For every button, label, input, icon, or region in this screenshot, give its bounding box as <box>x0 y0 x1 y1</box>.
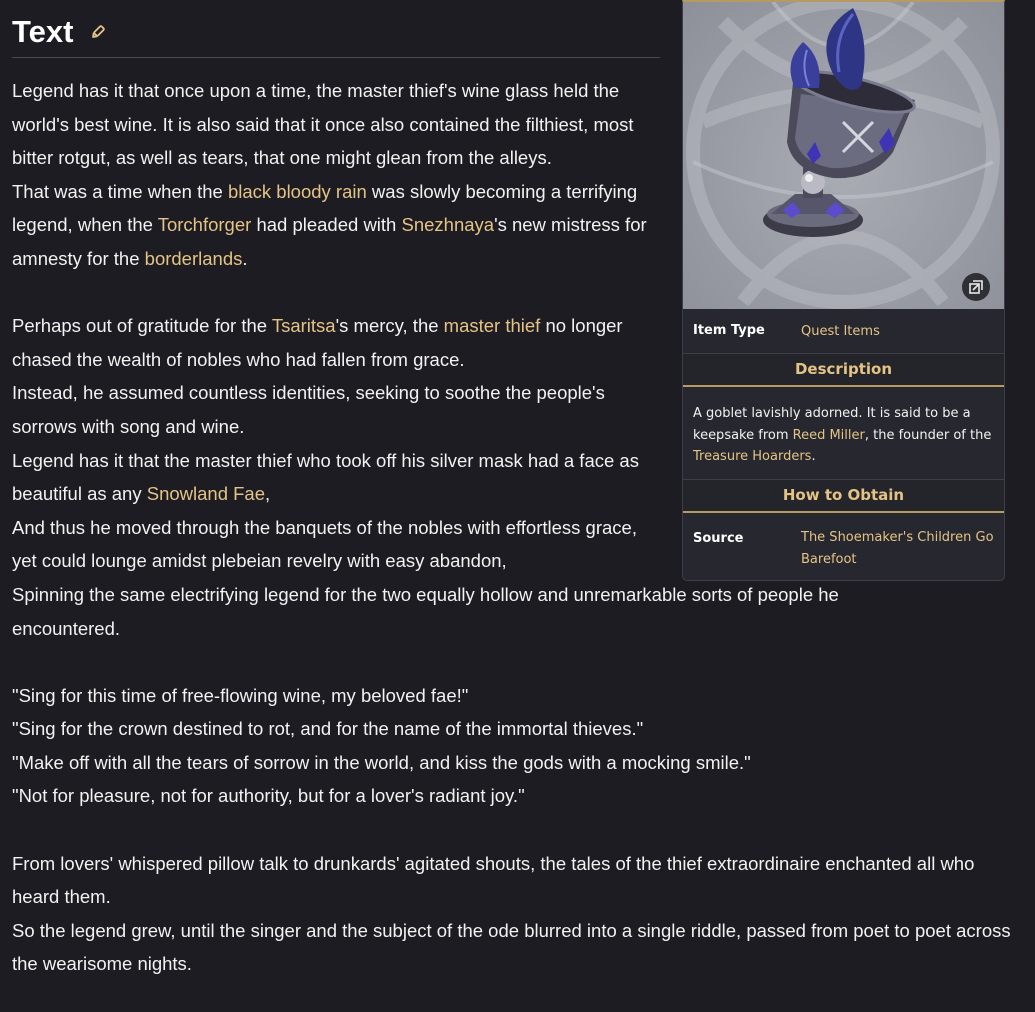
item-type-link[interactable]: Quest Items <box>801 324 880 339</box>
section-title: Text <box>12 14 74 49</box>
how-to-obtain-header: How to Obtain <box>683 479 1004 513</box>
link-black-bloody-rain[interactable]: black bloody rain <box>227 180 367 202</box>
paragraph: That was a time when the black bloody rain was slowly becoming a terrifying legend, when the Torchforger had pleaded with Snezhnaya's new mistress for amnesty for the borderlands. <box>12 180 647 269</box>
paragraph: Legend has it that once upon a time, the master thief's wine glass held the world's best wine. It is also said that it once also contained the filthiest, most bitter rotgut, as well as tears, that one might glean from the alleys. <box>12 80 634 169</box>
source-row <box>683 513 1004 581</box>
item-infobox <box>682 0 1005 581</box>
link-snezhnaya[interactable]: Snezhnaya <box>401 214 495 236</box>
description-header: Description <box>683 353 1004 387</box>
paragraph: Spinning the same electrifying legend for the two equally hollow and unremarkable sorts of people he encountered. <box>12 583 839 639</box>
quote-line: "Make off with all the tears of sorrow in the world, and kiss the gods with a mocking smile." <box>12 751 751 773</box>
quote-line: "Not for pleasure, not for authority, but for a lover's radiant joy." <box>12 785 525 807</box>
source-link[interactable]: The Shoemaker's Children Go Barefoot <box>801 530 994 567</box>
quote-line: "Sing for this time of free-flowing wine, my beloved fae!" <box>12 684 469 706</box>
paragraph: From lovers' whispered pillow talk to drunkards' agitated shouts, the tales of the thief extraordinaire enchanted all who heard them. <box>12 852 975 908</box>
link-borderlands[interactable]: borderlands <box>144 247 243 269</box>
goblet-image <box>683 2 1004 309</box>
link-treasure-hoarders[interactable]: Treasure Hoarders <box>693 449 812 464</box>
pencil-icon[interactable] <box>90 24 106 40</box>
paragraph: Perhaps out of gratitude for the Tsaritsa's mercy, the master thief no longer chased the wealth of nobles who had fallen from grace. <box>12 315 623 370</box>
quote-line: "Sing for the crown destined to rot, and for the name of the immortal thieves." <box>12 718 644 740</box>
link-master-thief[interactable]: master thief <box>443 315 541 337</box>
paragraph: And thus he moved through the banquets of the nobles with effortless grace, yet could lounge amidst plebeian revelry with easy abandon, <box>12 516 637 572</box>
link-snowland-fae[interactable]: Snowland Fae <box>146 483 266 505</box>
link-tsaritsa[interactable]: Tsaritsa <box>271 315 336 337</box>
item-type-label: Item Type <box>693 323 765 338</box>
paragraph: Legend has it that the master thief who took off his silver mask had a face as beautiful as any Snowland Fae, <box>12 449 639 505</box>
link-reed-miller[interactable]: Reed Miller <box>792 427 865 443</box>
item-description: A goblet lavishly adorned. It is said to be a keepsake from Reed Miller, the founder of the Treasure Hoarders. <box>693 406 992 464</box>
link-torchforger[interactable]: Torchforger <box>157 214 252 236</box>
paragraph: So the legend grew, until the singer and the subject of the ode blurred into a single riddle, passed from poet to poet across the wearisome nights. <box>12 919 1011 975</box>
paragraph: Instead, he assumed countless identities, seeking to soothe the people's sorrows with song and wine. <box>12 382 605 437</box>
section-heading <box>12 10 660 58</box>
expand-icon[interactable] <box>962 273 990 301</box>
item-type-row <box>683 311 1004 353</box>
source-label: Source <box>693 531 744 546</box>
